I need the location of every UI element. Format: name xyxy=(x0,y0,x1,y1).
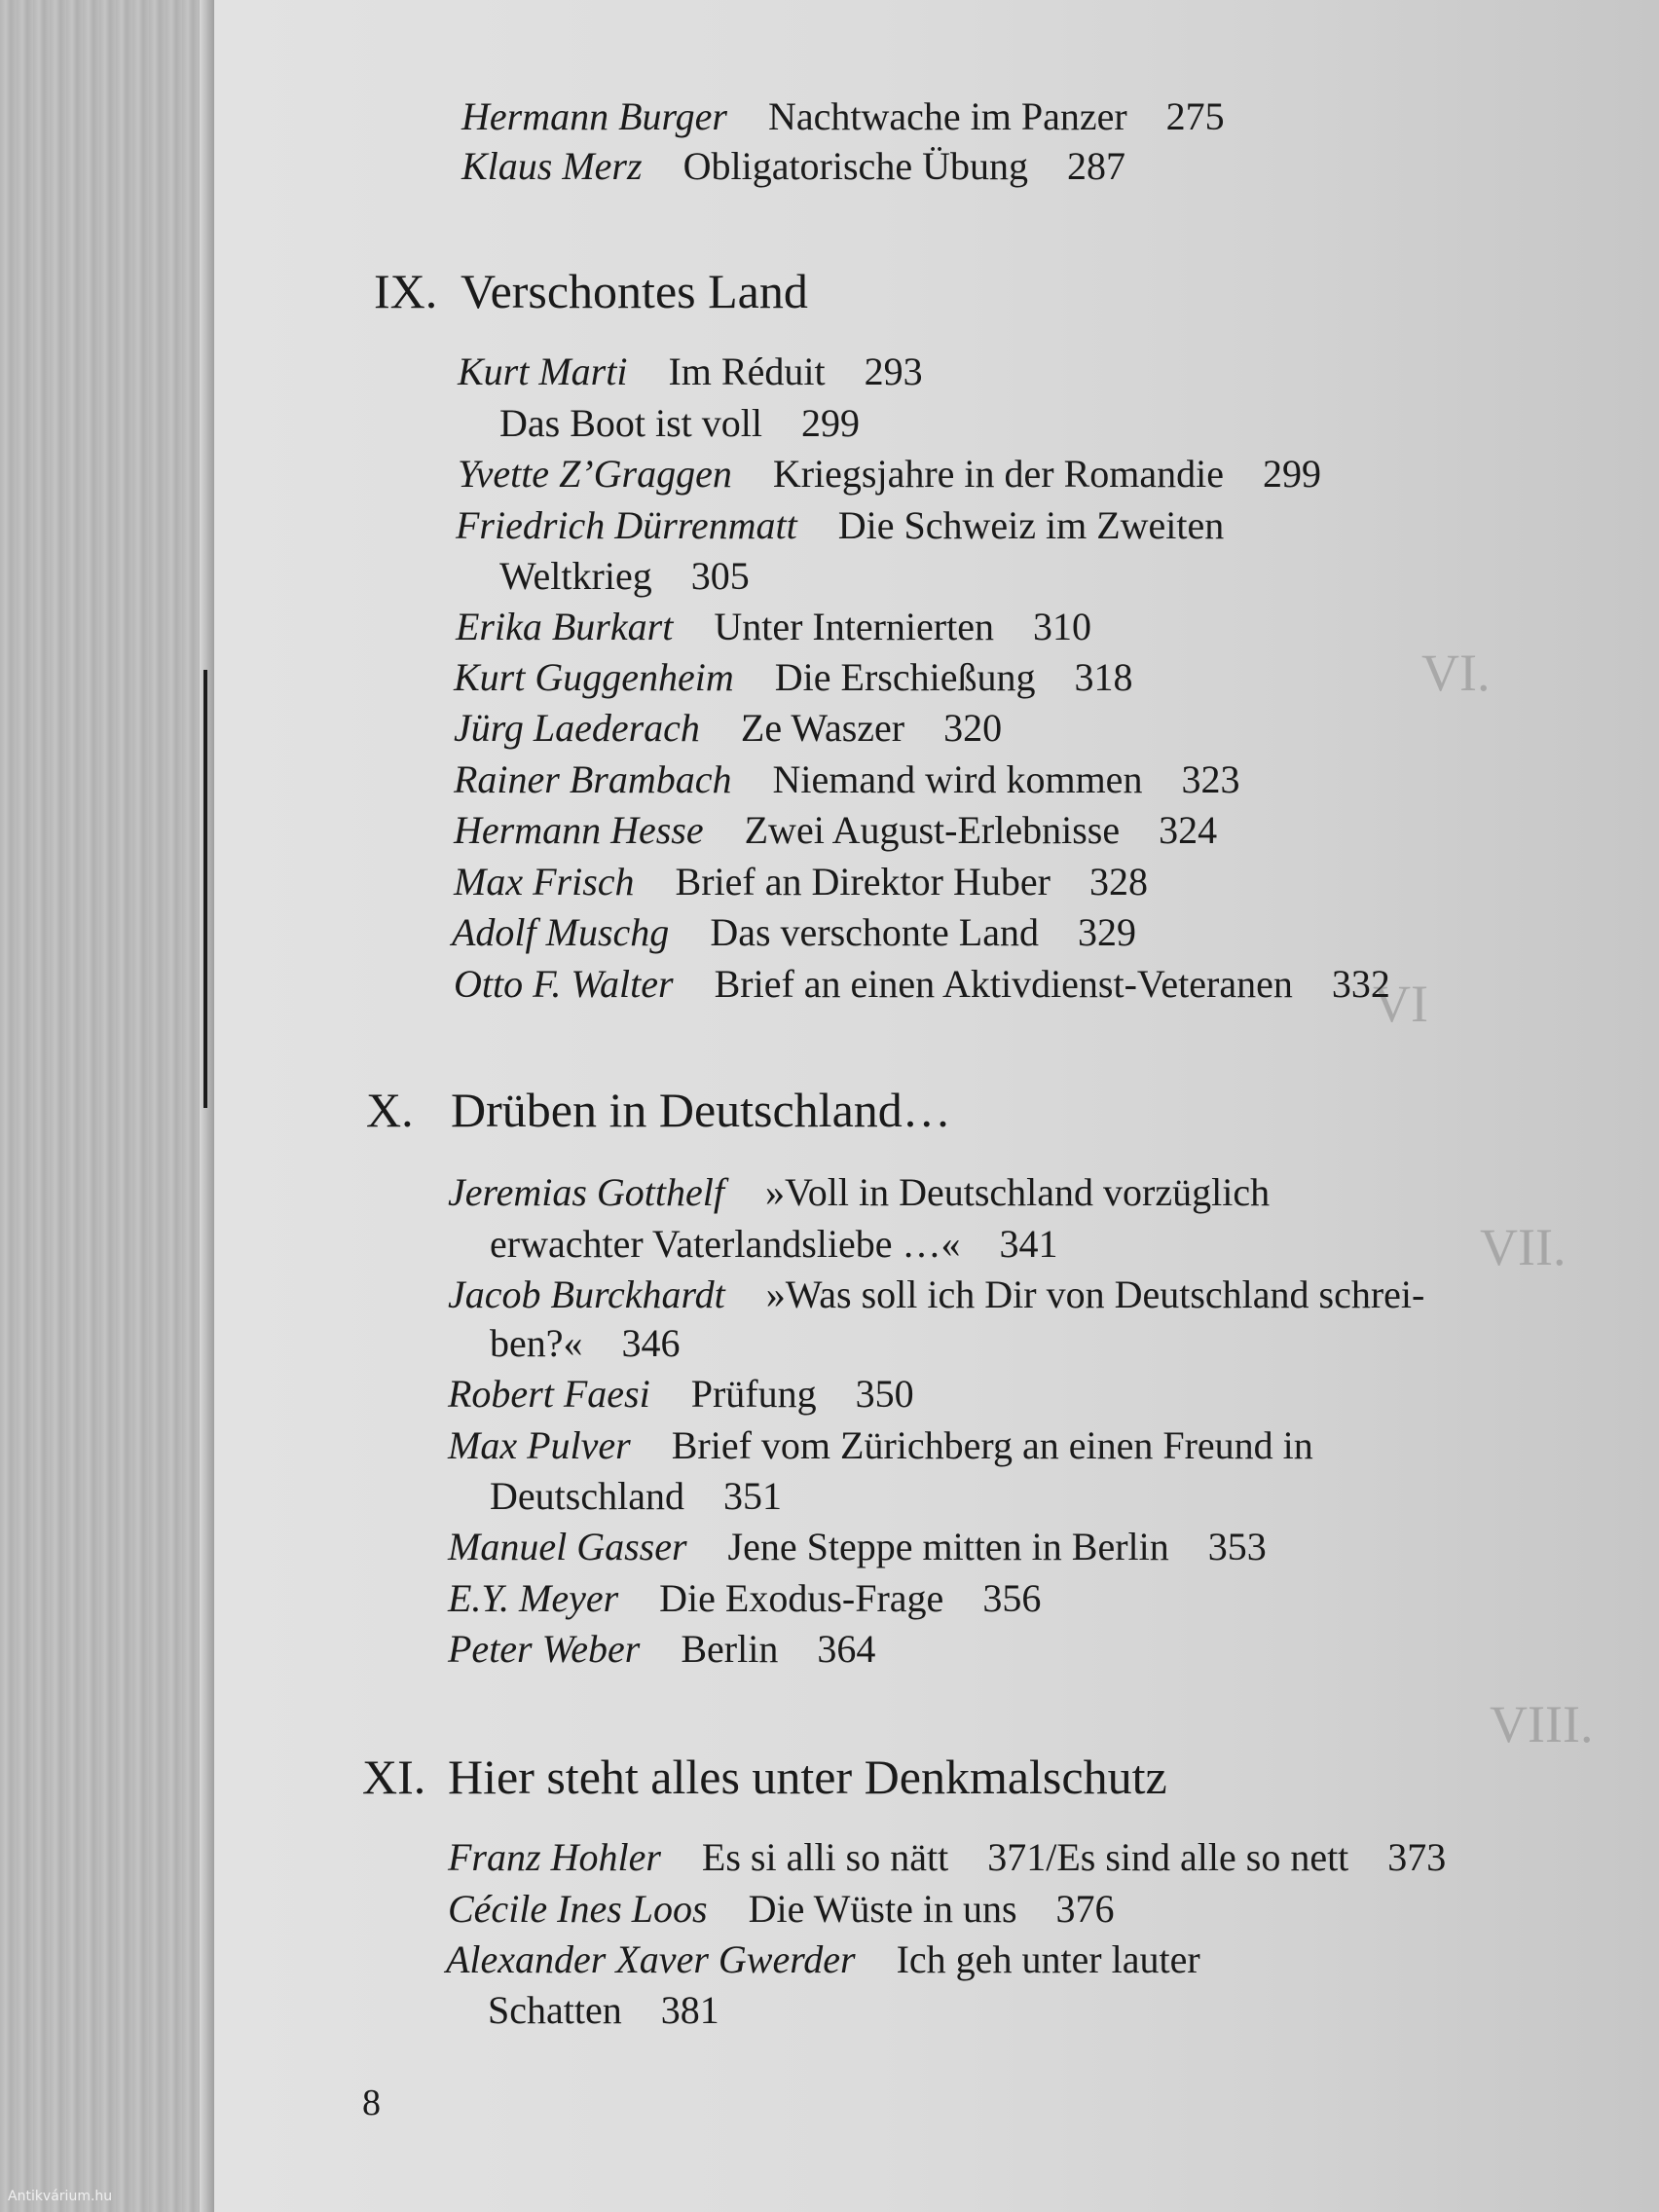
toc-entry xyxy=(461,94,1225,138)
entry-page: 287 xyxy=(1066,144,1125,188)
entry-page: 324 xyxy=(1159,808,1218,852)
entry-author: Manuel Gasser xyxy=(448,1525,687,1568)
entry-page-second: 373 xyxy=(1387,1835,1447,1879)
entry-page: 332 xyxy=(1331,962,1390,1006)
section-numeral: IX. xyxy=(374,264,438,318)
entry-author: Robert Faesi xyxy=(448,1372,650,1416)
show-through-text: VIII. xyxy=(1490,1695,1594,1753)
show-through-text: VI. xyxy=(1421,644,1491,702)
entry-author: Alexander Xaver Gwerder xyxy=(446,1937,856,1981)
entry-page: 318 xyxy=(1074,655,1133,699)
entry-author: Erika Burkart xyxy=(456,605,674,648)
page-shadow-line xyxy=(203,670,207,1108)
toc-entry xyxy=(454,808,1218,852)
entry-title: Deutschland xyxy=(490,1474,684,1518)
section-numeral: XI. xyxy=(362,1750,426,1804)
toc-entry xyxy=(456,503,1225,547)
toc-entry xyxy=(448,1576,1042,1620)
entry-page: 310 xyxy=(1032,605,1091,648)
toc-entry xyxy=(448,1170,1271,1214)
entry-page: 353 xyxy=(1207,1525,1267,1568)
entry-page: 371/Es sind alle so nett xyxy=(987,1835,1349,1879)
entry-title: Prüfung xyxy=(690,1372,817,1416)
toc-entry xyxy=(448,1272,1425,1316)
entry-author: Kurt Guggenheim xyxy=(454,655,734,699)
spine-edge xyxy=(200,0,215,2212)
entry-author: Max Frisch xyxy=(454,860,635,903)
entry-title: ben?« xyxy=(490,1321,583,1365)
entry-title: Ich geh unter lauter xyxy=(896,1937,1200,1981)
entry-title: Jene Steppe mitten in Berlin xyxy=(727,1525,1169,1568)
entry-page: 356 xyxy=(982,1576,1042,1620)
toc-entry xyxy=(448,1887,1115,1931)
toc-entry xyxy=(448,1627,876,1671)
entry-author: Otto F. Walter xyxy=(454,962,674,1006)
entry-page: 381 xyxy=(660,1988,719,2032)
entry-page: 350 xyxy=(855,1372,914,1416)
entry-page: 346 xyxy=(621,1321,681,1365)
toc-entry xyxy=(446,1937,1200,1981)
entry-page: 376 xyxy=(1055,1887,1115,1931)
toc-entry xyxy=(490,1321,681,1365)
entry-title: Kriegsjahre in der Romandie xyxy=(772,452,1225,496)
entry-title: »Voll in Deutschland vorzüglich xyxy=(765,1170,1271,1214)
section-title: Verschontes Land xyxy=(461,264,808,318)
entry-author: Friedrich Dürrenmatt xyxy=(456,503,797,547)
entry-title: Weltkrieg xyxy=(499,554,652,598)
entry-title: erwachter Vaterlandsliebe …« xyxy=(490,1222,961,1266)
section-title: Drüben in Deutschland… xyxy=(451,1083,951,1137)
entry-author: Rainer Brambach xyxy=(454,757,732,801)
toc-entry xyxy=(499,554,750,598)
entry-author: Yvette Z’Graggen xyxy=(458,452,732,496)
toc-entry xyxy=(448,1525,1267,1568)
entry-page: 299 xyxy=(801,401,861,445)
toc-entry xyxy=(448,1423,1313,1467)
entry-page: 341 xyxy=(999,1222,1058,1266)
entry-title: Das verschonte Land xyxy=(710,910,1039,954)
entry-page: 320 xyxy=(943,706,1003,750)
entry-page: 364 xyxy=(817,1627,876,1671)
entry-page: 275 xyxy=(1165,94,1225,138)
entry-page: 293 xyxy=(864,350,923,393)
toc-entry xyxy=(452,910,1136,954)
show-through-text: VI xyxy=(1373,975,1428,1033)
entry-title: Die Wüste in uns xyxy=(748,1887,1017,1931)
toc-entry xyxy=(499,401,861,445)
entry-author: Cécile Ines Loos xyxy=(448,1887,708,1931)
entry-title: »Was soll ich Dir von Deutschland schrei- xyxy=(765,1272,1425,1316)
toc-entry xyxy=(454,655,1133,699)
section-title: Hier steht alles unter Denkmalschutz xyxy=(448,1750,1167,1804)
entry-page: 329 xyxy=(1077,910,1136,954)
entry-author: Kurt Marti xyxy=(458,350,628,393)
entry-title: Unter Internierten xyxy=(714,605,994,648)
toc-entry xyxy=(458,452,1322,496)
entry-author: Adolf Muschg xyxy=(452,910,670,954)
watermark: Antikvárium.hu xyxy=(8,2189,113,2204)
toc-entry xyxy=(454,860,1148,903)
toc-entry xyxy=(454,757,1240,801)
entry-author: Jürg Laederach xyxy=(454,706,700,750)
page-number: 8 xyxy=(362,2083,381,2123)
entry-title: Schatten xyxy=(488,1988,622,2032)
entry-author: Peter Weber xyxy=(448,1627,641,1671)
entry-author: Jacob Burckhardt xyxy=(448,1272,725,1316)
entry-title: Die Exodus-Frage xyxy=(659,1576,944,1620)
book-spine xyxy=(0,0,209,2212)
entry-page: 351 xyxy=(722,1474,782,1518)
toc-entry xyxy=(448,1835,1447,1879)
entry-title: Niemand wird kommen xyxy=(772,757,1143,801)
entry-title: Nachtwache im Panzer xyxy=(767,94,1127,138)
toc-entry xyxy=(488,1988,719,2032)
toc-entry xyxy=(461,144,1125,188)
toc-entry xyxy=(448,1372,914,1416)
show-through-text: VII. xyxy=(1480,1218,1567,1276)
entry-author: E.Y. Meyer xyxy=(448,1576,619,1620)
entry-author: Jeremias Gotthelf xyxy=(448,1170,725,1214)
entry-author: Hermann Hesse xyxy=(454,808,704,852)
entry-title: Obligatorische Übung xyxy=(682,144,1028,188)
entry-title: Ze Waszer xyxy=(740,706,905,750)
entry-page: 305 xyxy=(690,554,750,598)
entry-author: Hermann Burger xyxy=(461,94,727,138)
entry-title: Es si alli so nätt xyxy=(701,1835,949,1879)
toc-entry xyxy=(456,605,1091,648)
toc-entry xyxy=(490,1222,1058,1266)
toc-entry xyxy=(454,962,1390,1006)
entry-page: 299 xyxy=(1263,452,1322,496)
entry-title: Das Boot ist voll xyxy=(499,401,763,445)
entry-page: 323 xyxy=(1181,757,1240,801)
entry-title: Brief an Direktor Huber xyxy=(675,860,1051,903)
entry-author: Franz Hohler xyxy=(448,1835,661,1879)
toc-entry xyxy=(454,706,1003,750)
entry-title: Brief vom Zürichberg an einen Freund in xyxy=(671,1423,1313,1467)
entry-author: Klaus Merz xyxy=(461,144,643,188)
entry-title: Berlin xyxy=(681,1627,779,1671)
section-numeral: X. xyxy=(366,1083,414,1137)
toc-entry xyxy=(458,352,923,391)
entry-author: Max Pulver xyxy=(448,1423,631,1467)
entry-title: Brief an einen Aktivdienst-Veteranen xyxy=(714,962,1293,1006)
toc-entry xyxy=(490,1474,782,1518)
entry-title: Im Réduit xyxy=(668,350,826,393)
entry-title: Die Erschießung xyxy=(774,655,1036,699)
entry-page: 328 xyxy=(1088,860,1148,903)
entry-title: Die Schweiz im Zweiten xyxy=(837,503,1225,547)
entry-title: Zwei August-Erlebnisse xyxy=(744,808,1121,852)
